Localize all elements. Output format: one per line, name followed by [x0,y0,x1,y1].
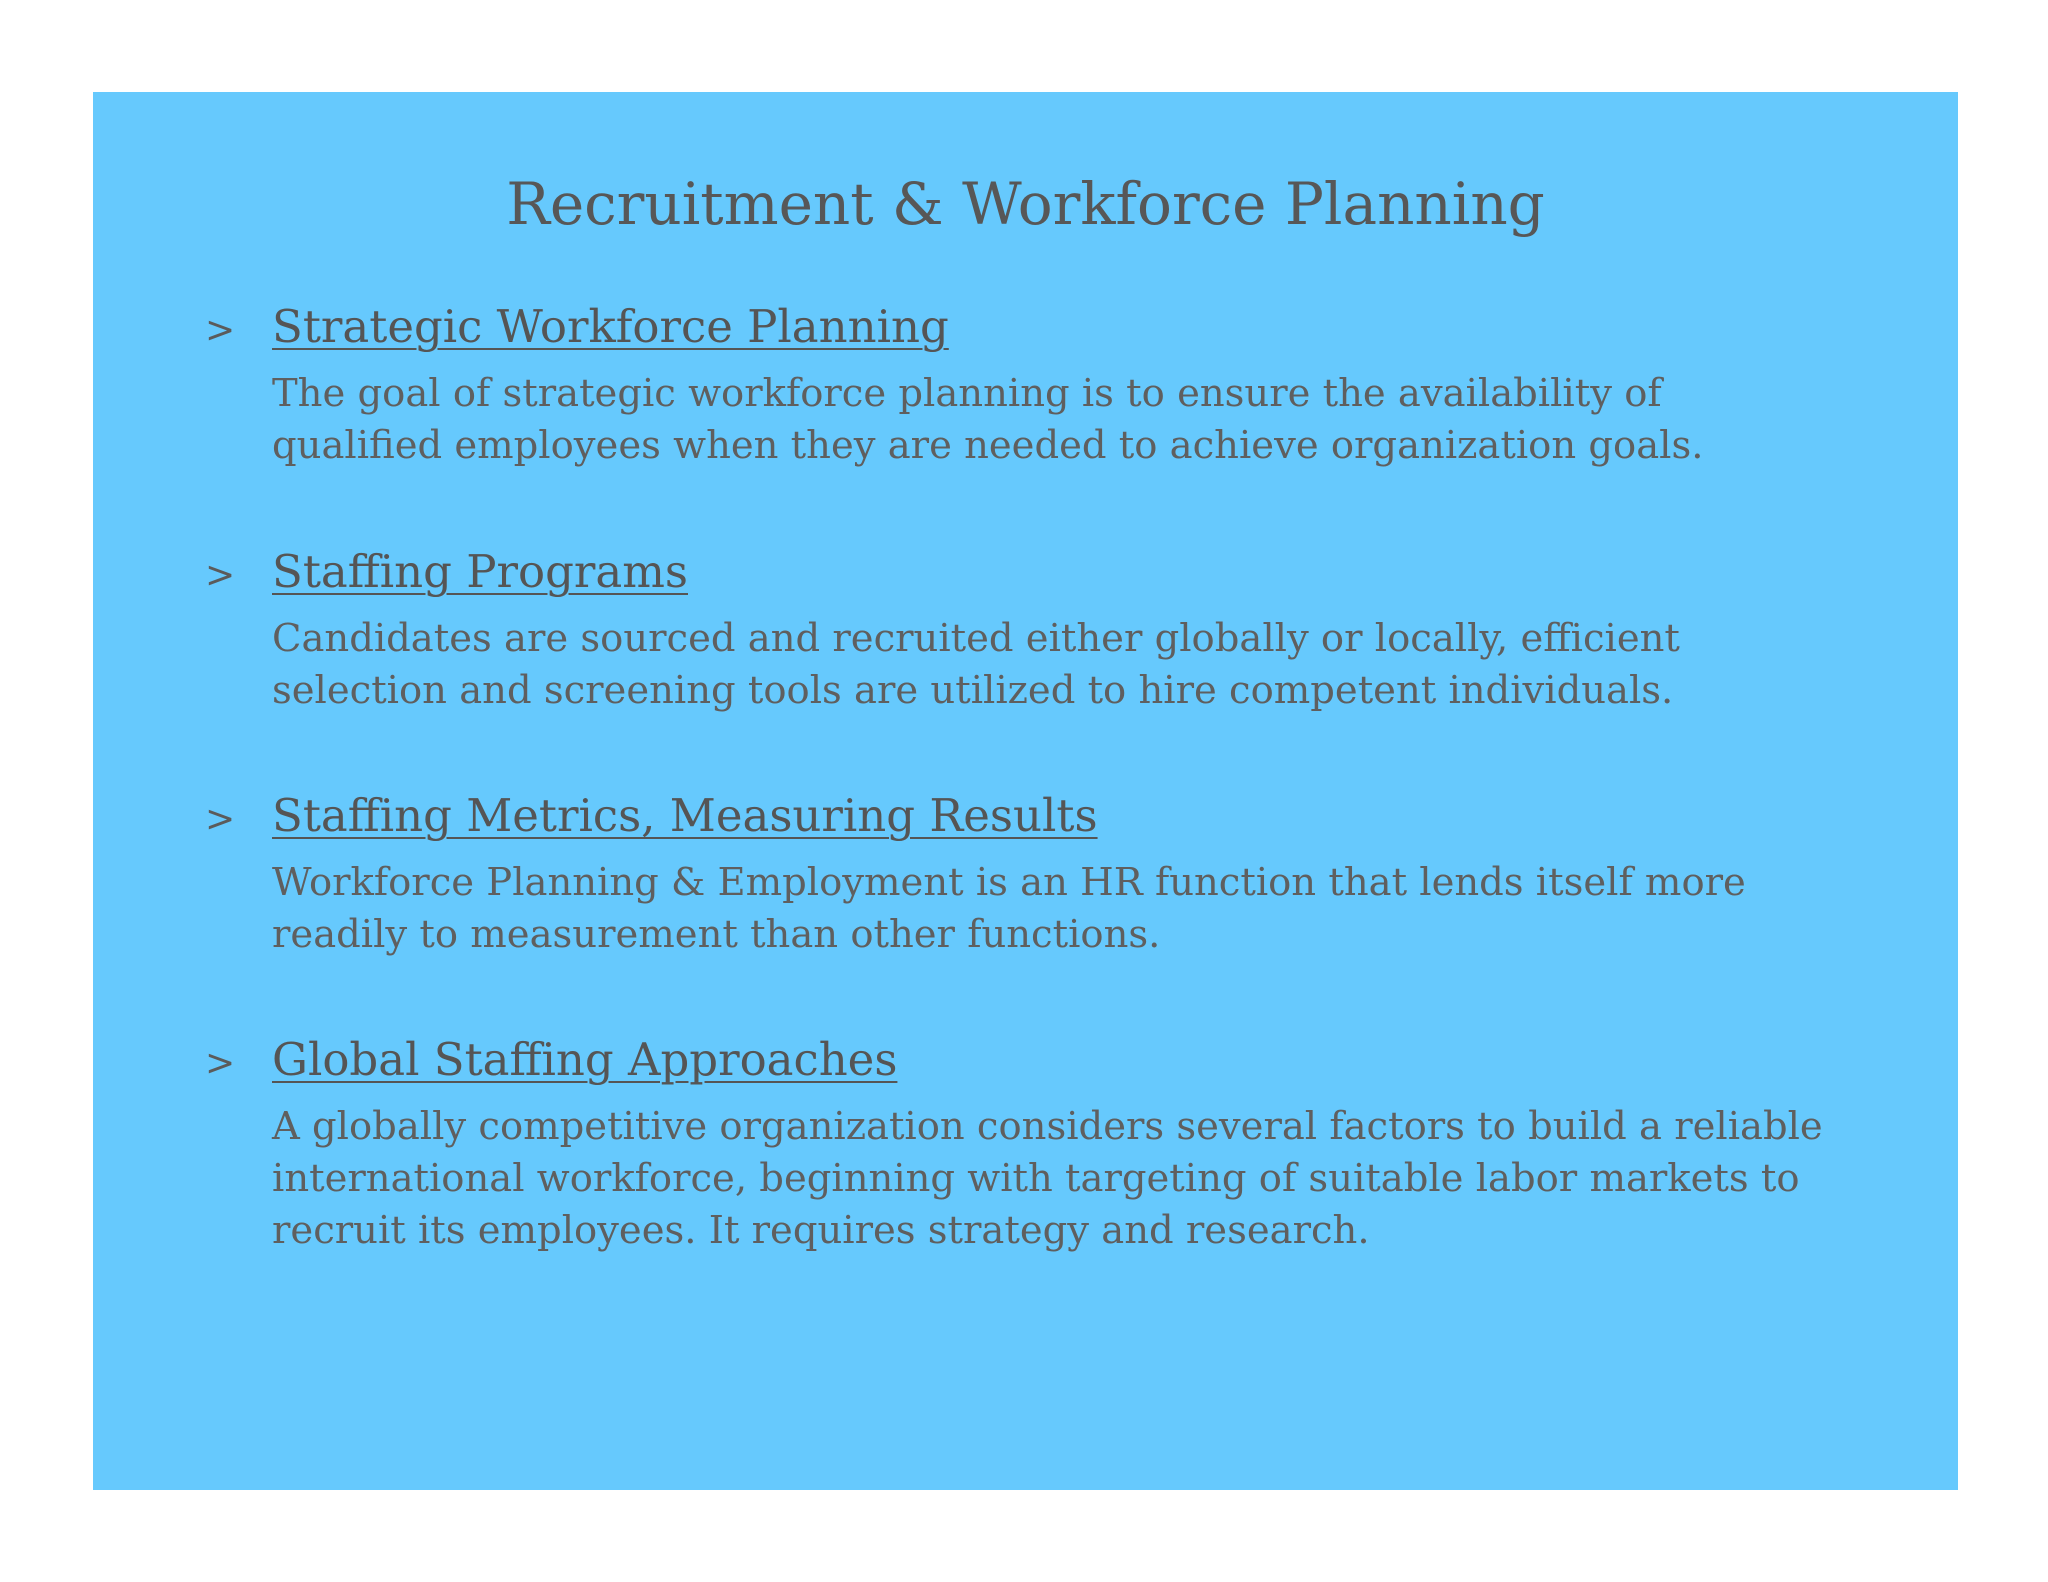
section-strategic-workforce-planning [205,300,1905,472]
page-title: Recruitment & Workforce Planning [506,170,1545,238]
section-staffing-programs [205,545,1905,717]
section-heading: Strategic Workforce Planning [272,300,949,353]
content-panel [93,92,1958,1490]
section-body: Workforce Planning & Employment is an HR function that lends itself more readily to measurement than other functions. [272,860,1746,957]
section-heading-row [205,1033,1905,1087]
section-body: Candidates are sourced and recruited either globally or locally, efficient selection and screening tools are utilized to hire competent individuals. [272,616,1680,713]
section-heading: Staffing Programs [272,545,688,598]
chevron-right-icon: > [205,310,236,351]
section-list [93,92,1958,1490]
section-body: The goal of strategic workforce planning is to ensure the availability of qualified employees when they are needed to achieve organization goals. [272,371,1704,468]
chevron-right-icon: > [205,799,236,840]
section-heading-row [205,789,1905,843]
chevron-right-icon: > [205,555,236,596]
section-global-staffing-approaches [205,1033,1905,1257]
section-heading: Global Staffing Approaches [272,1033,898,1086]
section-heading-row [205,300,1905,354]
chevron-right-icon: > [205,1043,236,1084]
section-heading-row [205,545,1905,599]
section-staffing-metrics [205,789,1905,961]
section-heading: Staffing Metrics, Measuring Results [272,789,1098,842]
section-body: A globally competitive organization considers several factors to build a reliable international workforce, beginning with targeting of suitable labor markets to recruit its employees. It requires strategy and research. [272,1104,1823,1253]
